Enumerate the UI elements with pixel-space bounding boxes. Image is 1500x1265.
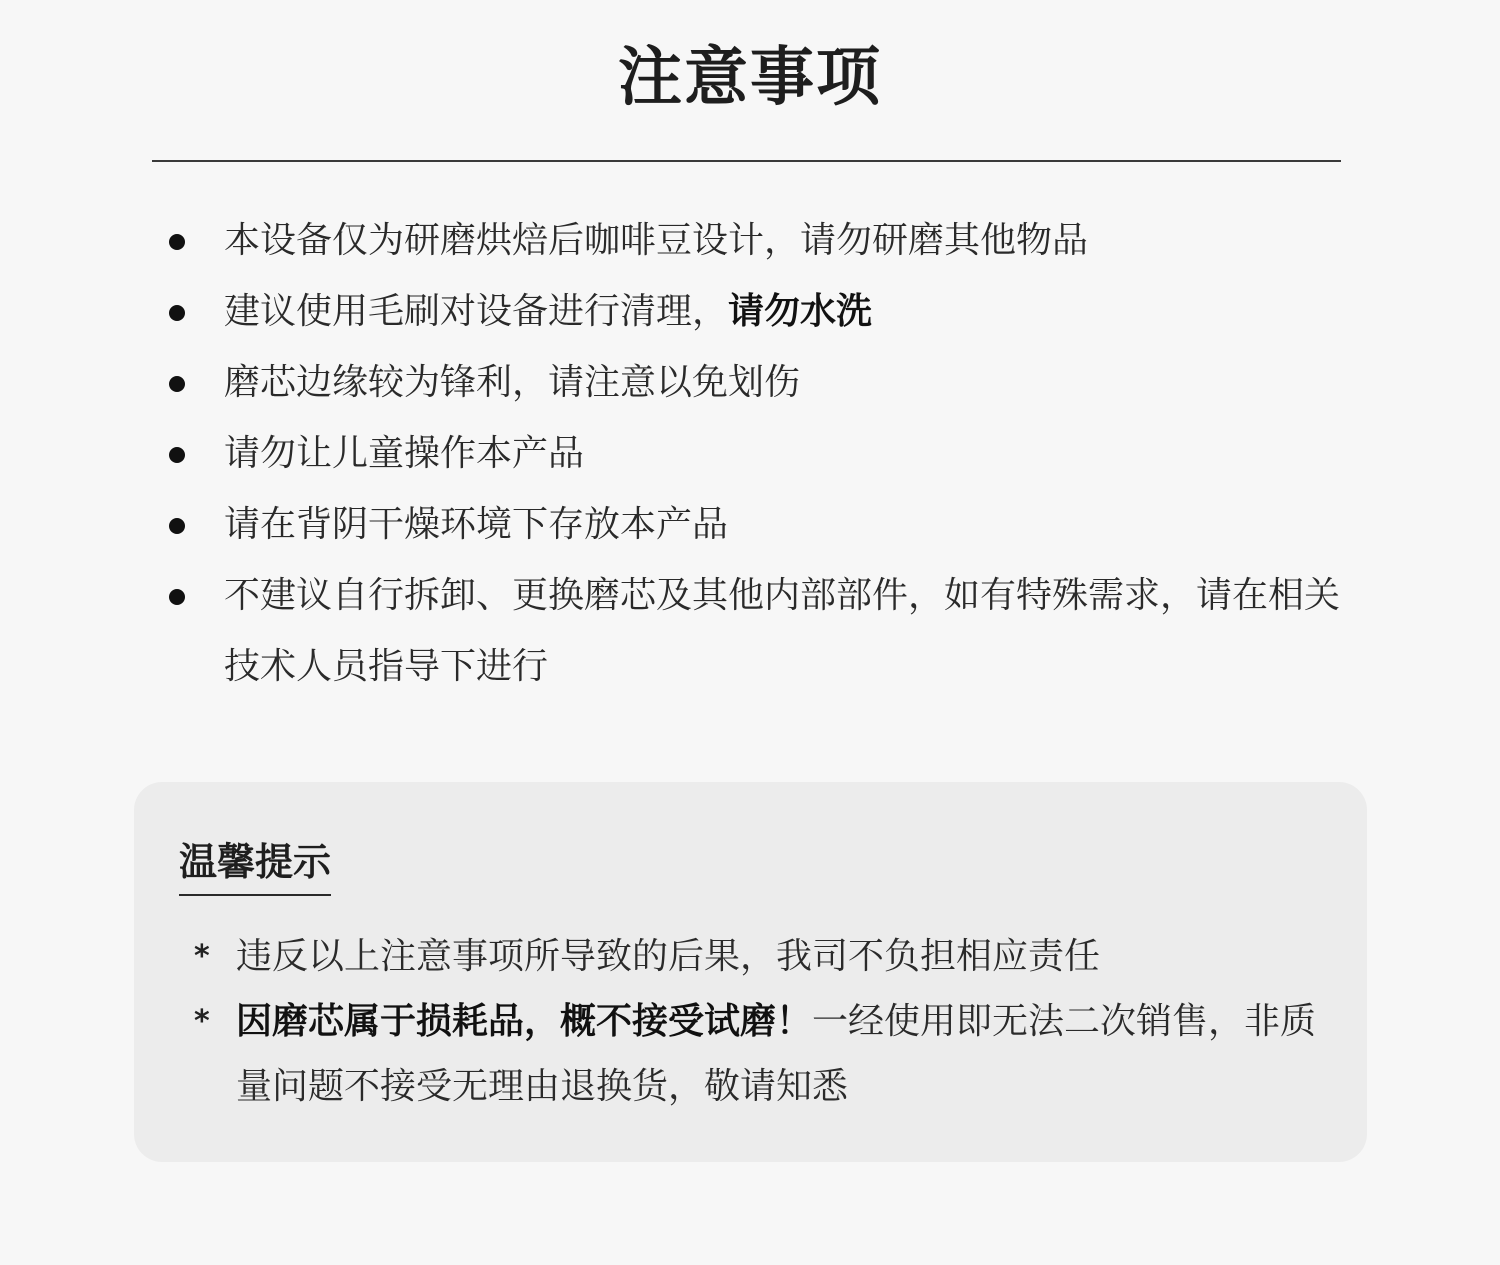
note-text: 请勿让儿童操作本产品 — [224, 433, 585, 474]
star-icon: * — [194, 1004, 210, 1039]
star-icon: * — [194, 939, 210, 974]
notes-list — [0, 205, 1500, 702]
tip-item — [194, 924, 1344, 989]
tip-text: 违反以上注意事项所导致的后果，我司不负担相应责任 — [236, 936, 1101, 977]
note-text: 本设备仅为研磨烘焙后咖啡豆设计，请勿研磨其他物品 — [224, 220, 1089, 261]
list-item — [0, 560, 1354, 702]
note-text: 请在背阴干燥环境下存放本产品 — [224, 504, 729, 545]
tip-emphasis: 因磨芯属于损耗品，概不接受试磨！ — [236, 1001, 813, 1042]
bullet-icon — [169, 589, 185, 605]
bullet-icon — [169, 447, 185, 463]
note-emphasis: 请勿水洗 — [728, 291, 873, 332]
bullet-icon — [169, 305, 185, 321]
note-text: 不建议自行拆卸、更换磨芯及其他内部部件，如有特殊需求，请在相关技术人员指导下进行 — [224, 575, 1341, 687]
tips-heading: 温馨提示 — [179, 838, 331, 896]
list-item — [0, 205, 1354, 276]
list-item — [0, 347, 1354, 418]
list-item — [0, 276, 1354, 347]
tips-list — [194, 924, 1344, 1119]
list-item — [0, 418, 1354, 489]
list-item — [0, 489, 1354, 560]
note-text: 建议使用毛刷对设备进行清理， — [224, 291, 729, 332]
tip-text: 一经使用即无法二次销售，非质量问题不接受无理由退换货，敬请知悉 — [236, 1001, 1317, 1107]
tip-item — [194, 989, 1344, 1119]
bullet-icon — [169, 376, 185, 392]
title-divider — [152, 160, 1341, 162]
tips-panel — [134, 782, 1367, 1162]
bullet-icon — [169, 234, 185, 250]
page-title: 注意事项 — [618, 41, 882, 115]
note-text: 磨芯边缘较为锋利，请注意以免划伤 — [224, 362, 801, 403]
bullet-icon — [169, 518, 185, 534]
